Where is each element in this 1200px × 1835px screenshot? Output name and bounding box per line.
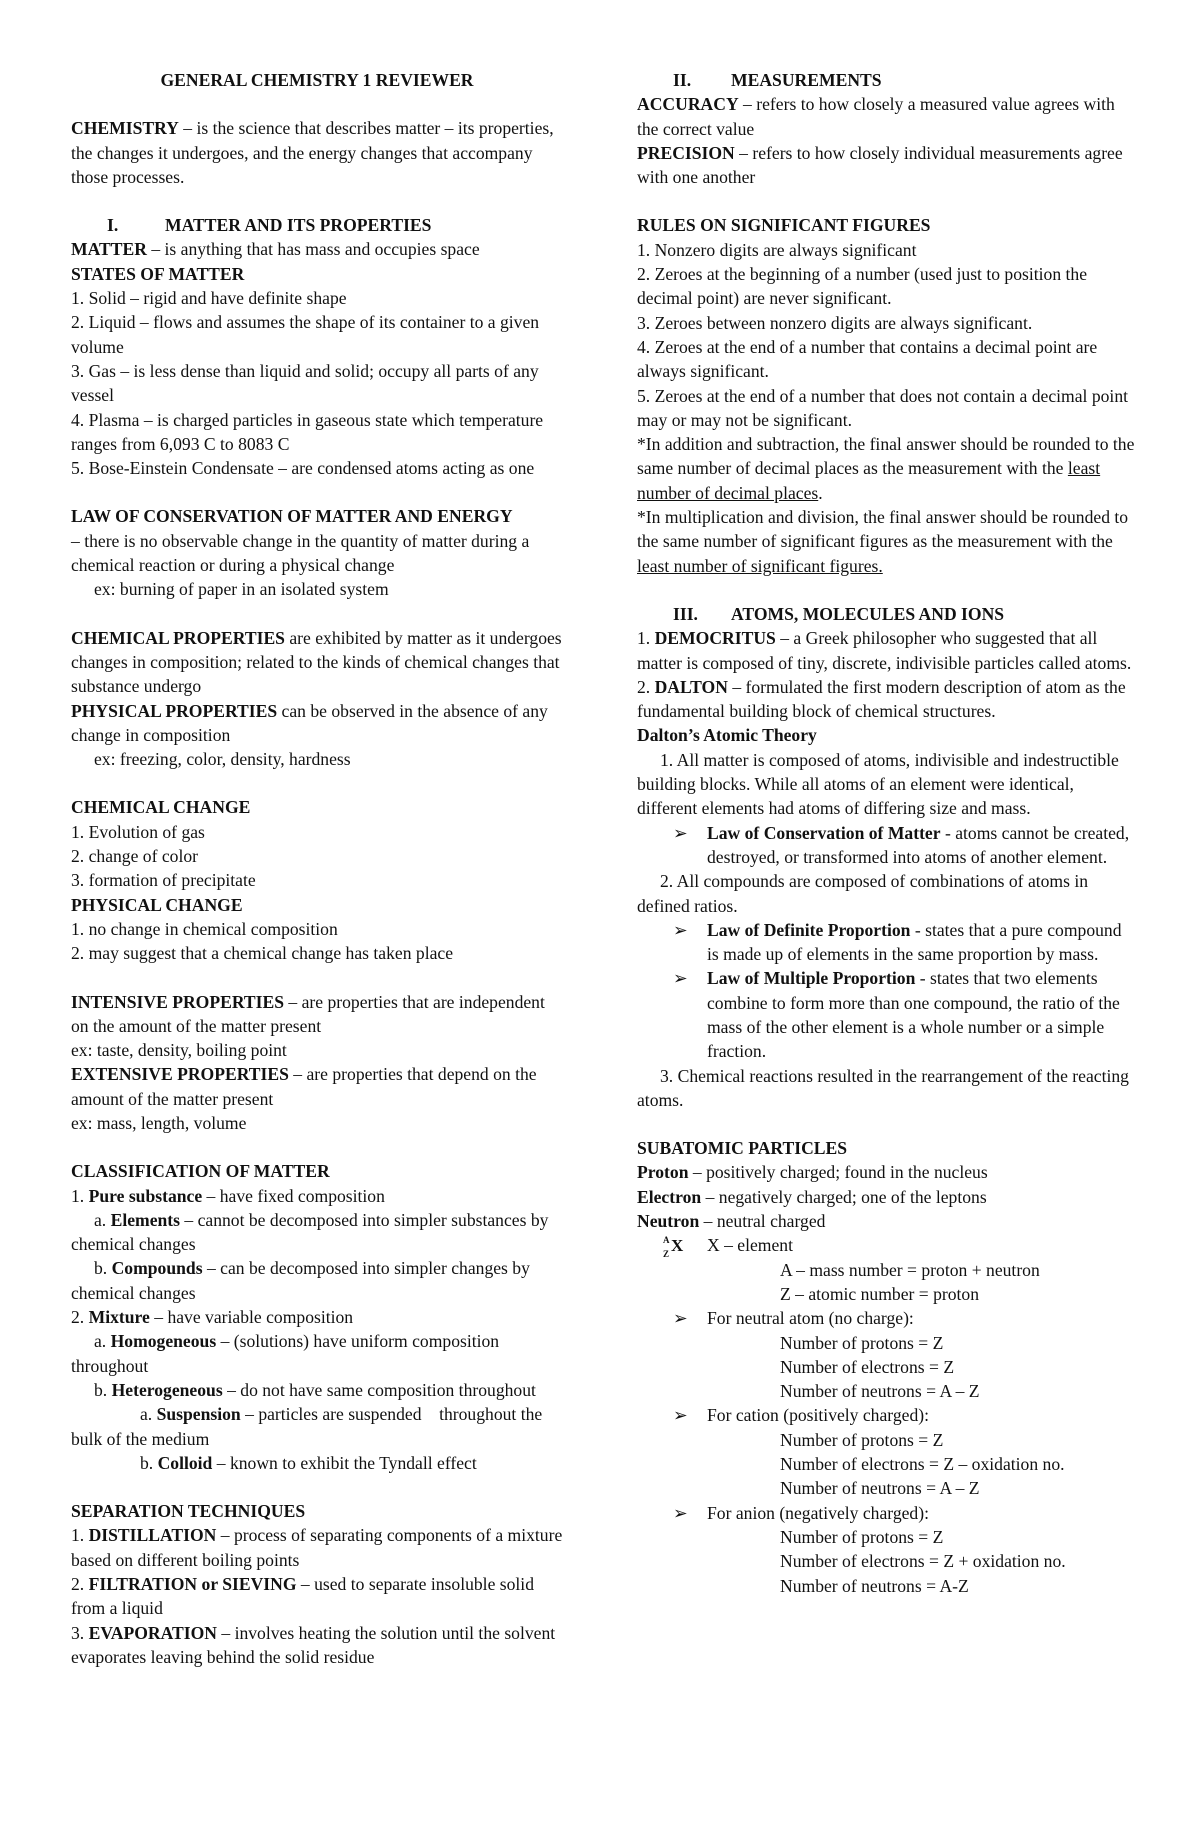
cation-line: Number of electrons = Z – oxidation no.	[780, 1454, 1065, 1475]
chemical-change-item: 1. Evolution of gas	[71, 821, 205, 842]
subatomic-heading: SUBATOMIC PARTICLES	[637, 1138, 848, 1159]
state-plasma: 4. Plasma – is charged particles in gaseous state which temperature ranges from 6,093 C to 8083 C	[71, 409, 544, 454]
neutral-line: Number of neutrons = A – Z	[780, 1381, 980, 1402]
classification-heading: CLASSIFICATION OF MATTER	[71, 1161, 330, 1182]
sigfig-rule: 4. Zeroes at the end of a number that contains a decimal point are always significant.	[637, 336, 1098, 382]
precision-definition: PRECISION – refers to how closely individual measurements agree with one another	[637, 142, 1123, 188]
dalton-postulate-2: 2. All compounds are composed of combinations of atoms in defined ratios.	[637, 871, 1089, 916]
sigfig-rule: 1. Nonzero digits are always significant	[637, 239, 917, 260]
class-mixture: 2. Mixture – have variable composition	[71, 1307, 354, 1328]
arrow-bullet-icon: ➢	[673, 1405, 688, 1426]
note-multiplication: *In multiplication and division, the final answer should be rounded to the same number of significant figures as the measurement with the least number of significant figures.	[637, 507, 1129, 576]
class-colloid: b. Colloid – known to exhibit the Tyndall effect	[140, 1452, 477, 1473]
intensive-example: ex: taste, density, boiling point	[71, 1040, 287, 1061]
class-suspension: a. Suspension – particles are suspended throughout the bulk of the medium	[71, 1404, 547, 1449]
extensive-example: ex: mass, length, volume	[71, 1112, 247, 1133]
section-2-title: II. MEASUREMENTS	[673, 70, 882, 90]
intensive-properties: INTENSIVE PROPERTIES – are properties that are independent on the amount of the matter present	[71, 991, 545, 1036]
sigfig-rule: 5. Zeroes at the end of a number that does not contain a decimal point may or may not be significant.	[637, 385, 1129, 430]
separation-heading: SEPARATION TECHNIQUES	[71, 1501, 306, 1522]
law-conservation-definition: – there is no observable change in the quantity of matter during a chemical reaction or during a physical change	[71, 530, 530, 576]
physical-change-item: 1. no change in chemical composition	[71, 918, 338, 939]
nuclide-symbol: A Z X	[663, 1235, 684, 1260]
physical-properties: PHYSICAL PROPERTIES can be observed in the absence of any change in composition	[71, 700, 548, 745]
sep-filtration: 2. FILTRATION or SIEVING – used to separate insoluble solid from a liquid	[71, 1574, 534, 1619]
anion-line: Number of neutrons = A-Z	[780, 1575, 969, 1596]
neutral-line: Number of electrons = Z	[780, 1356, 955, 1377]
law-conservation-example: ex: burning of paper in an isolated system	[94, 579, 389, 600]
document-title: GENERAL CHEMISTRY 1 REVIEWER	[160, 70, 474, 90]
democritus: 1. DEMOCRITUS – a Greek philosopher who suggested that all matter is composed of tiny, discrete, indivisible particles called atoms.	[637, 628, 1132, 673]
sigfig-heading: RULES ON SIGNIFICANT FIGURES	[637, 215, 931, 236]
nuclide-notation: A Z X X – element	[663, 1235, 793, 1260]
anion-line: Number of electrons = Z + oxidation no.	[780, 1551, 1066, 1572]
dalton-postulate-3: 3. Chemical reactions resulted in the rearrangement of the reacting atoms.	[637, 1065, 1129, 1110]
chemical-change-heading: CHEMICAL CHANGE	[71, 797, 251, 818]
cation-line: Number of protons = Z	[780, 1429, 944, 1450]
chemistry-definition: CHEMISTRY – is the science that describes matter – its properties, the changes it undergoes, and the energy changes that accompany those processes.	[71, 118, 554, 187]
chemical-change-item: 3. formation of precipitate	[71, 870, 256, 891]
sigfig-rule: 3. Zeroes between nonzero digits are always significant.	[637, 312, 1033, 333]
physical-change-item: 2. may suggest that a chemical change has taken place	[71, 943, 454, 964]
dalton-postulate-1: 1. All matter is composed of atoms, indivisible and indestructible building blocks. While all atoms of an element were identical, different elements had atoms of differing size and mass.	[637, 749, 1119, 819]
arrow-bullet-icon: ➢	[673, 1308, 688, 1329]
section-3-title: III. ATOMS, MOLECULES AND IONS	[673, 603, 1005, 624]
law-conservation-heading: LAW OF CONSERVATION OF MATTER AND ENERGY	[71, 506, 513, 527]
law-definite-proportion: ➢ Law of Definite Proportion - states that a pure compound is made up of elements in the same proportion by mass.	[673, 919, 1122, 965]
section-1-title: I. MATTER AND ITS PROPERTIES	[107, 215, 432, 236]
state-gas: 3. Gas – is less dense than liquid and solid; occupy all parts of any vessel	[71, 360, 539, 406]
class-compounds: b. Compounds – can be decomposed into simpler changes by chemical changes	[71, 1258, 530, 1303]
state-liquid: 2. Liquid – flows and assumes the shape of its container to a given volume	[71, 312, 540, 357]
state-bec: 5. Bose-Einstein Condensate – are condensed atoms acting as one	[71, 458, 535, 479]
arrow-bullet-icon: ➢	[673, 822, 688, 843]
anion-heading: ➢ For anion (negatively charged):	[637, 1501, 1137, 1525]
arrow-bullet-icon: ➢	[673, 919, 688, 940]
state-solid: 1. Solid – rigid and have definite shape	[71, 288, 347, 309]
anion-line: Number of protons = Z	[780, 1526, 944, 1547]
sep-distillation: 1. DISTILLATION – process of separating components of a mixture based on different boiling points	[71, 1525, 563, 1570]
neutron-definition: Neutron – neutral charged	[637, 1211, 826, 1232]
left-column	[71, 68, 563, 1669]
nuclide-atomic-number: Z – atomic number = proton	[780, 1283, 980, 1304]
proton-definition: Proton – positively charged; found in the nucleus	[637, 1162, 988, 1183]
class-pure-substance: 1. Pure substance – have fixed composition	[71, 1185, 385, 1206]
neutral-line: Number of protons = Z	[780, 1332, 944, 1353]
chemical-change-item: 2. change of color	[71, 846, 199, 867]
neutral-atom-heading: ➢ For neutral atom (no charge):	[637, 1306, 1137, 1330]
cation-line: Number of neutrons = A – Z	[780, 1478, 980, 1499]
arrow-bullet-icon: ➢	[673, 1502, 688, 1523]
physical-properties-example: ex: freezing, color, density, hardness	[94, 749, 351, 770]
sigfig-rule: 2. Zeroes at the beginning of a number (used just to position the decimal point) are never significant.	[637, 264, 1088, 309]
class-homogeneous: a. Homogeneous – (solutions) have uniform composition throughout	[71, 1331, 500, 1376]
chemical-properties: CHEMICAL PROPERTIES are exhibited by matter as it undergoes changes in composition; related to the kinds of chemical changes that substance undergo	[71, 627, 562, 697]
sep-evaporation: 3. EVAPORATION – involves heating the solution until the solvent evaporates leaving behind the solid residue	[71, 1622, 556, 1667]
accuracy-definition: ACCURACY – refers to how closely a measured value agrees with the correct value	[637, 94, 1115, 139]
note-addition: *In addition and subtraction, the final answer should be rounded to the same number of decimal places as the measurement with the least number of decimal places.	[637, 434, 1135, 503]
dalton: 2. DALTON – formulated the first modern description of atom as the fundamental building block of chemical structures.	[637, 676, 1126, 722]
right-column	[637, 68, 1137, 1598]
matter-definition: MATTER – is anything that has mass and occupies space	[71, 239, 480, 260]
law-multiple-proportion: ➢ Law of Multiple Proportion - states that two elements combine to form more than one compound, the ratio of the mass of the other element is a whole number or a simple fraction.	[673, 968, 1120, 1062]
physical-change-heading: PHYSICAL CHANGE	[71, 894, 243, 915]
dalton-theory-heading: Dalton’s Atomic Theory	[637, 725, 817, 746]
nuclide-mass-number: A – mass number = proton + neutron	[780, 1259, 1040, 1280]
cation-heading: ➢ For cation (positively charged):	[637, 1403, 1137, 1427]
states-heading: STATES OF MATTER	[71, 263, 245, 284]
electron-definition: Electron – negatively charged; one of the leptons	[637, 1186, 987, 1207]
law-conservation-matter: ➢ Law of Conservation of Matter - atoms cannot be created, destroyed, or transformed into atoms of another element.	[673, 822, 1130, 867]
extensive-properties: EXTENSIVE PROPERTIES – are properties that depend on the amount of the matter present	[71, 1064, 537, 1109]
arrow-bullet-icon: ➢	[673, 968, 688, 989]
class-elements: a. Elements – cannot be decomposed into simpler substances by chemical changes	[71, 1209, 549, 1255]
class-heterogeneous: b. Heterogeneous – do not have same composition throughout	[94, 1379, 536, 1400]
